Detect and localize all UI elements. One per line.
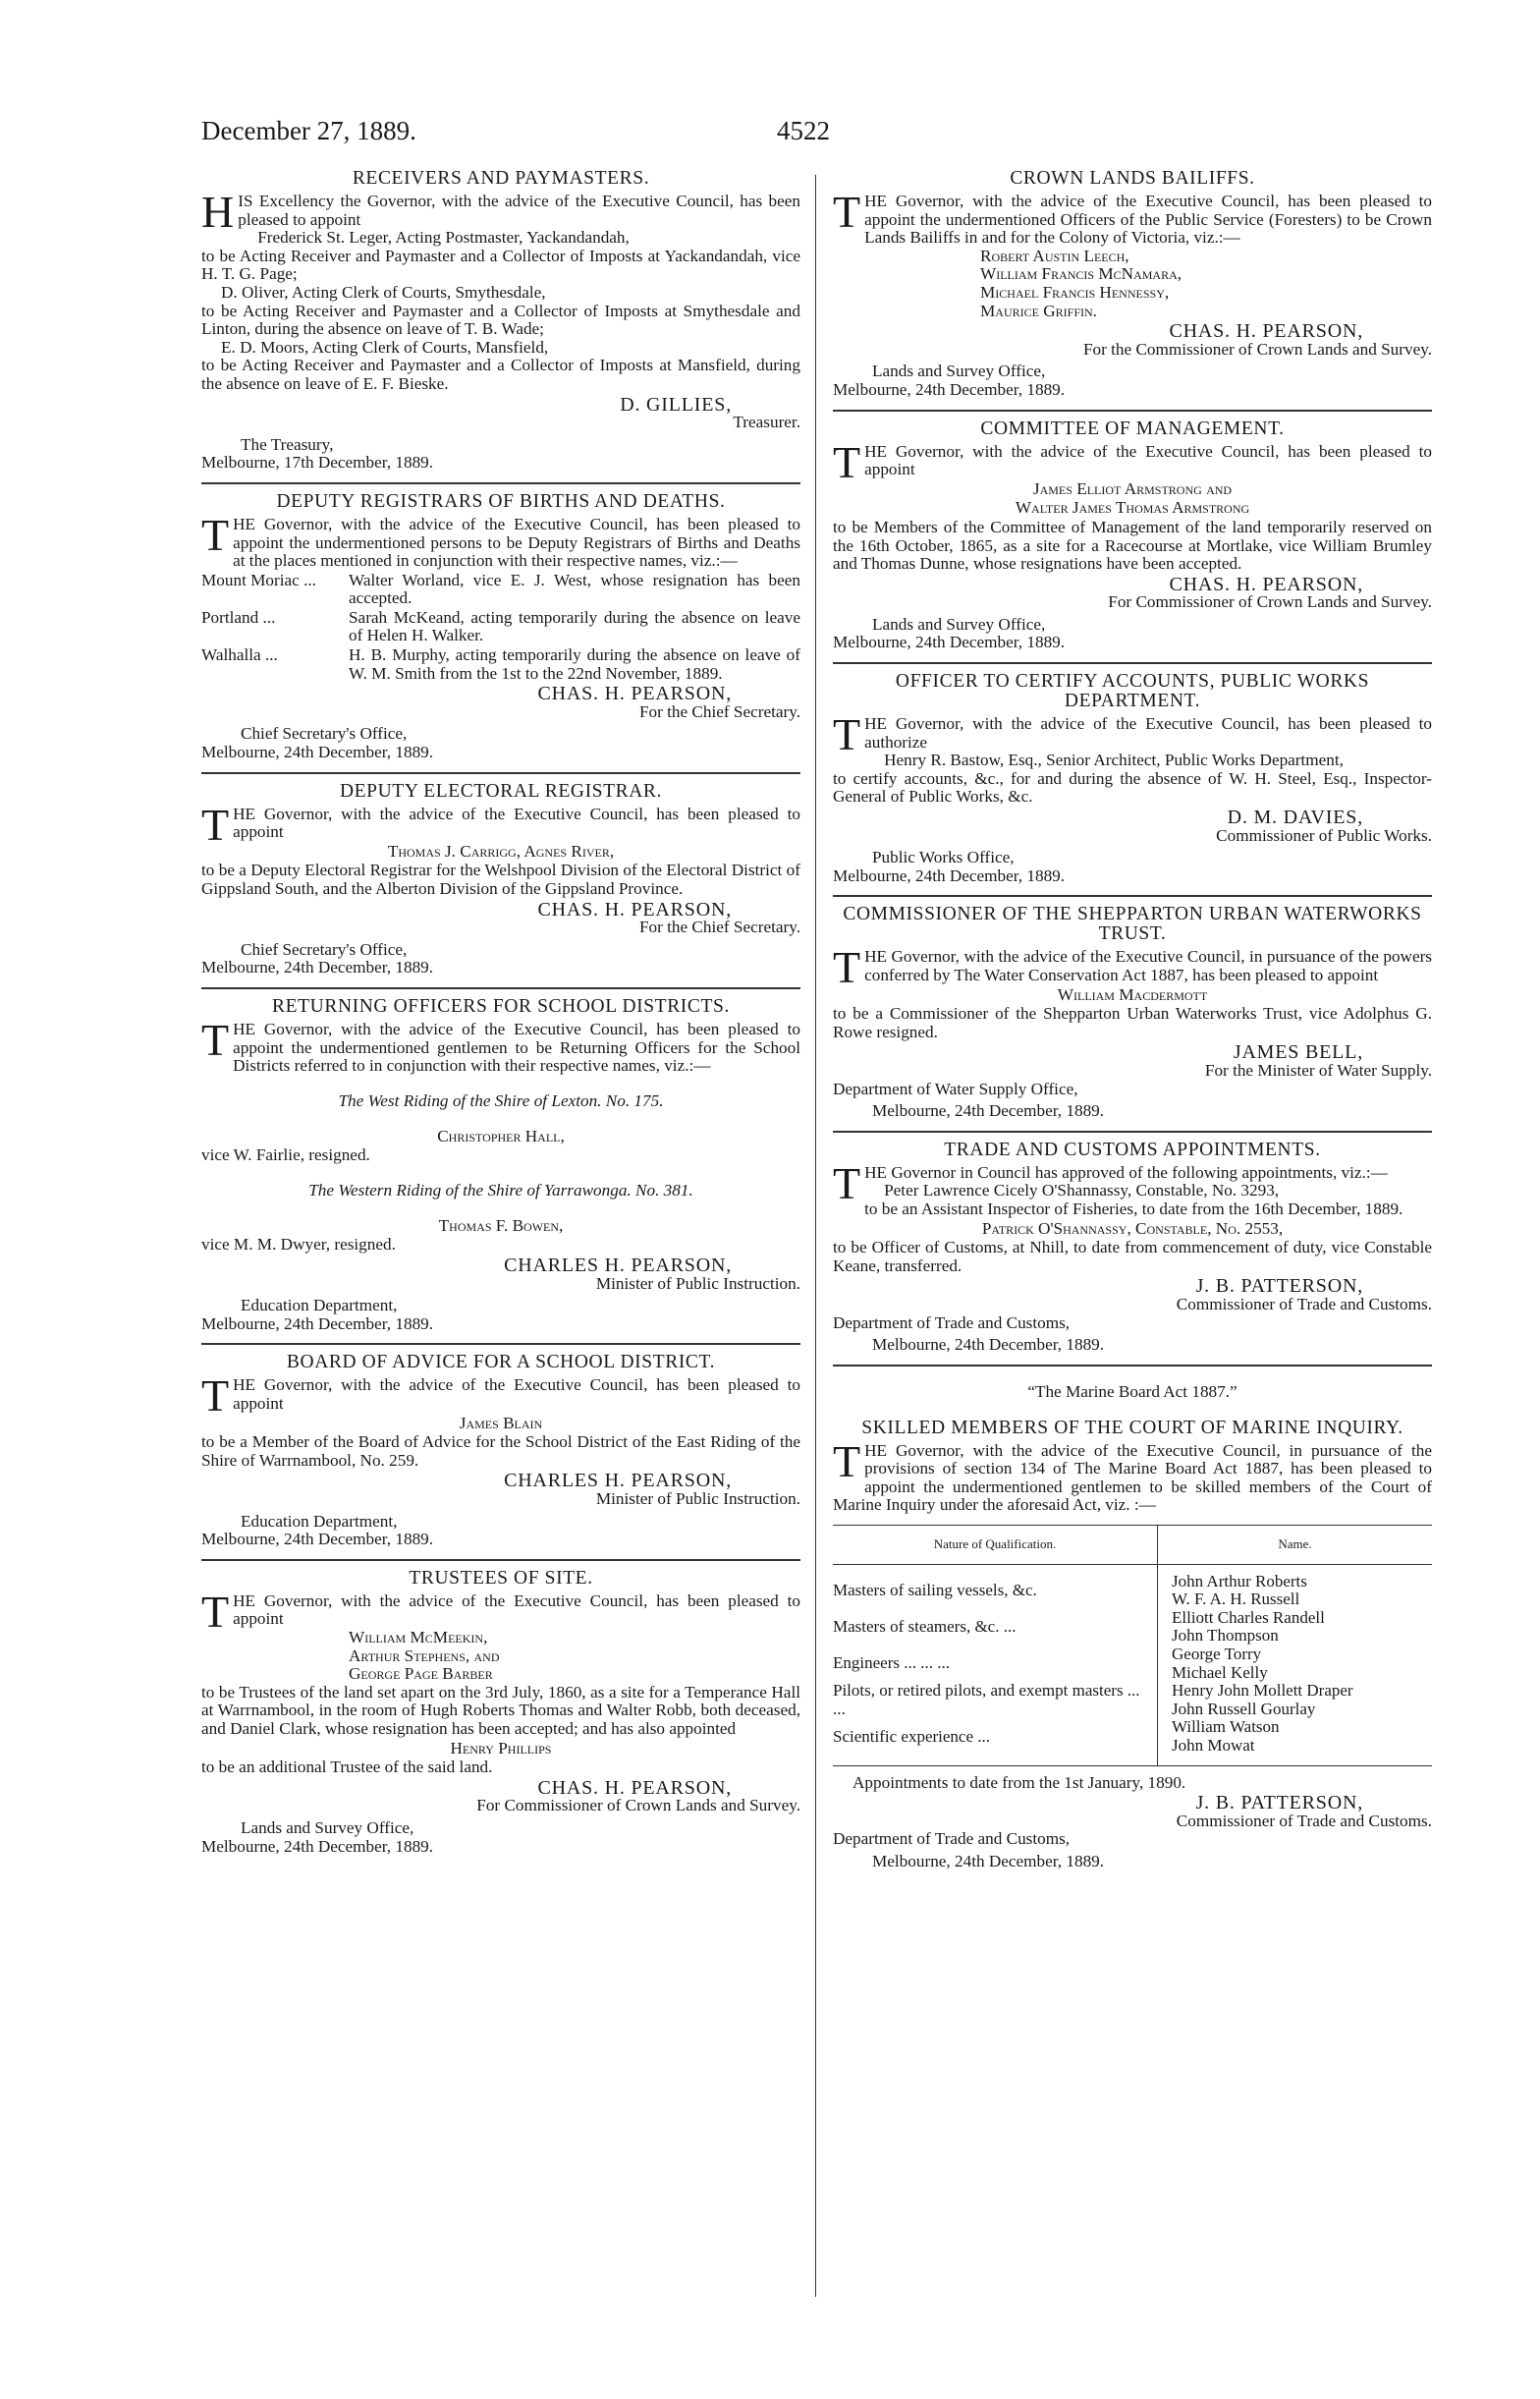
- signature-block: [201, 1472, 800, 1508]
- appointee: D. Oliver, Acting Clerk of Courts, Smythesdale,: [221, 282, 546, 302]
- drop-cap: T: [833, 709, 861, 760]
- section-electoral: [201, 782, 800, 977]
- drop-cap: T: [833, 1157, 861, 1208]
- office-date: Melbourne, 24th December, 1889.: [872, 1851, 1105, 1870]
- member-name: John Mowat: [1172, 1735, 1255, 1755]
- signatory-name: JAMES BELL,: [1233, 1041, 1363, 1064]
- appointee: Henry R. Bastow, Esq., Senior Architect, Public Works Department,: [884, 751, 1344, 770]
- section-marine-inquiry: [833, 1383, 1432, 1871]
- signatory-role: For the Chief Secretary.: [638, 701, 800, 721]
- trustee-name: William McMeekin,: [349, 1627, 488, 1646]
- signatory-name: D. M. DAVIES,: [1227, 807, 1363, 829]
- vice-text: vice W. Fairlie, resigned.: [201, 1145, 370, 1165]
- signature-block: [201, 1256, 800, 1293]
- drop-cap: T: [201, 799, 230, 850]
- place-name: Mount Moriac ...: [201, 570, 316, 589]
- signatory-name: CHAS. H. PEARSON,: [1169, 573, 1363, 595]
- qualification-cell: Pilots, or retired pilots, and exempt masters ... ...: [833, 1681, 1140, 1718]
- appointment-text: to be a Member of the Board of Advice for the School District of the East Riding of the Shire of Warrnambool, No. 259.: [201, 1432, 800, 1470]
- bailiff-names: [833, 248, 1432, 320]
- drop-cap: T: [201, 509, 230, 560]
- section-certify-accounts: [833, 672, 1432, 885]
- section-title: DEPUTY REGISTRARS OF BIRTHS AND DEATHS.: [276, 490, 726, 512]
- section-trade-customs: [833, 1141, 1432, 1355]
- section-deputy-registrars: [201, 492, 800, 762]
- signature-block: [833, 573, 1432, 612]
- district-name: The Western Riding of the Shire of Yarrawonga. No. 381.: [308, 1181, 693, 1200]
- office-name: Public Works Office,: [872, 848, 1015, 867]
- appointment-text: to be Members of the Committee of Management of the land temporarily reserved on the 16th October, 1865, as a site for a Racecourse at Mortlake, vice William Brumley and Thomas Dunne, whose resignations have been accepted.: [833, 517, 1432, 574]
- section-title: TRUSTEES OF SITE.: [409, 1567, 593, 1589]
- left-column: [201, 165, 800, 1864]
- appointment-text: to be Trustees of the land set apart on the 3rd July, 1860, as a site for a Temperance Hall at Warrnambool, in the room of Hugh Roberts Thomas and Walter Robb, both deceased, and Daniel Clark, whose resignation has been accepted; and has also appointed: [201, 1682, 800, 1738]
- signature-block: [833, 1794, 1432, 1830]
- intro-paragraph: THE Governor, with the advice of the Executive Council, has been pleased to appoint: [833, 436, 1432, 487]
- office-name: Department of Water Supply Office,: [833, 1079, 1078, 1098]
- section-title: SKILLED MEMBERS OF THE COURT OF MARINE INQUIRY.: [861, 1417, 1403, 1438]
- section-board-of-advice: [201, 1353, 800, 1548]
- member-name: George Torry: [1172, 1645, 1262, 1663]
- header-date: December 27, 1889.: [201, 116, 416, 145]
- appointment-text: to be a Commissioner of the Shepparton Urban Waterworks Trust, vice Adolphus G. Rowe resigned.: [833, 1004, 1432, 1041]
- drop-cap: T: [833, 1435, 861, 1486]
- appointee: James Elliot Armstrong and: [1032, 478, 1233, 498]
- appointee: Christopher Hall,: [437, 1126, 565, 1145]
- bailiff-name: Maurice Griffin.: [980, 301, 1097, 320]
- intro-paragraph: THE Governor, with the advice of the Executive Council, has been pleased to appoint: [201, 1370, 800, 1422]
- signatory-name: CHARLES H. PEARSON,: [504, 1255, 732, 1277]
- signatory-role: Minister of Public Instruction.: [595, 1273, 800, 1293]
- section-rule: [201, 482, 800, 484]
- member-name: William Watson: [1172, 1717, 1280, 1737]
- signatory-role: For the Commissioner of Crown Lands and Survey.: [1082, 339, 1432, 359]
- appointment-text: to certify accounts, &c., for and during the absence of W. H. Steel, Esq., Inspector-General of Public Works, &c.: [833, 768, 1432, 807]
- office-name: Lands and Survey Office,: [241, 1817, 414, 1837]
- section-trustees: [201, 1569, 800, 1856]
- page-header: [201, 116, 1439, 155]
- section-title: CROWN LANDS BAILIFFS.: [1010, 168, 1255, 189]
- right-column: [833, 165, 1432, 1879]
- member-name: John Arthur Roberts: [1172, 1571, 1307, 1590]
- qualification-cell: Masters of sailing vessels, &c.: [833, 1580, 1037, 1599]
- signature-block: [833, 1043, 1432, 1080]
- member-name: Michael Kelly: [1172, 1662, 1268, 1682]
- appointee: Patrick O'Shannassy, Constable, No. 2553,: [981, 1218, 1284, 1238]
- member-name: Elliott Charles Randell: [1172, 1607, 1325, 1627]
- column-divider: [815, 175, 816, 2297]
- signatory-name: D. GILLIES,: [620, 393, 732, 416]
- section-rule: [833, 895, 1432, 897]
- signatory-role: Commissioner of Public Works.: [1216, 825, 1432, 845]
- appointment-text: to be a Deputy Electoral Registrar for the Welshpool Division of the Electoral District of Gippsland South, and the Alberton Division of the Gippsland Province.: [201, 861, 800, 898]
- registrar-row: [201, 609, 800, 645]
- drop-cap: T: [201, 1586, 230, 1637]
- appointment-text: to be Acting Receiver and Paymaster and a Collector of Imposts at Smythesdale and Linton, during the absence on leave of T. B. Wade;: [201, 301, 800, 339]
- section-rule: [201, 1343, 800, 1345]
- office-date: Melbourne, 24th December, 1889.: [833, 865, 1066, 885]
- appointee: Thomas J. Carrigg, Agnes River,: [387, 841, 615, 861]
- signatory-name: CHARLES H. PEARSON,: [504, 1470, 732, 1492]
- office-date: Melbourne, 24th December, 1889.: [833, 379, 1066, 399]
- section-rule: [201, 987, 800, 989]
- signature-block: [833, 322, 1432, 359]
- bailiff-name: Robert Austin Leech,: [980, 246, 1129, 265]
- drop-cap: T: [833, 436, 861, 487]
- section-crown-lands-bailiffs: [833, 169, 1432, 400]
- bailiff-name: William Francis McNamara,: [980, 264, 1182, 284]
- signatory-role: Minister of Public Instruction.: [595, 1489, 800, 1508]
- office-name: Education Department,: [241, 1296, 398, 1315]
- office-name: The Treasury,: [241, 434, 334, 454]
- signatory-name: CHAS. H. PEARSON,: [537, 898, 732, 921]
- signatory-role: Treasurer.: [733, 413, 800, 432]
- qualification-cell: Scientific experience ...: [833, 1726, 991, 1746]
- section-title: RECEIVERS AND PAYMASTERS.: [352, 168, 650, 189]
- signature-block: [201, 1776, 800, 1815]
- column-header-name: Name.: [1158, 1526, 1433, 1565]
- section-rule: [201, 772, 800, 774]
- office-name: Lands and Survey Office,: [872, 362, 1046, 381]
- section-rule: [833, 1365, 1432, 1367]
- office-name: Lands and Survey Office,: [872, 614, 1046, 634]
- section-committee: [833, 419, 1432, 653]
- intro-paragraph: THE Governor, with the advice of the Executive Council, has been pleased to appoint the undermentioned Officers of the Public Service (Foresters) to be Crown Lands Bailiffs in and for the Colony of Victoria, viz.:—: [833, 187, 1432, 248]
- signatory-name: J. B. PATTERSON,: [1195, 1275, 1363, 1298]
- section-title: TRADE AND CUSTOMS APPOINTMENTS.: [944, 1139, 1321, 1160]
- intro-paragraph: THE Governor, with the advice of the Executive Council, has been pleased to authorize: [833, 709, 1432, 760]
- signature-block: [201, 898, 800, 937]
- header-page-number: 4522: [777, 116, 830, 145]
- appointee: William Macdermott: [1057, 984, 1208, 1004]
- section-title: COMMISSIONER OF THE SHEPPARTON URBAN WATERWORKS TRUST.: [843, 904, 1422, 945]
- section-title: DEPUTY ELECTORAL REGISTRAR.: [339, 780, 663, 802]
- signatory-name: CHAS. H. PEARSON,: [537, 683, 732, 705]
- appointee: Henry Phillips: [450, 1738, 552, 1757]
- drop-cap: T: [201, 1014, 230, 1065]
- office-date: Melbourne, 24th December, 1889.: [872, 1101, 1105, 1121]
- appointee: Peter Lawrence Cicely O'Shannassy, Constable, No. 3293,: [884, 1181, 1280, 1200]
- section-title: COMMITTEE OF MANAGEMENT.: [980, 418, 1285, 439]
- office-date: Melbourne, 24th December, 1889.: [201, 1836, 434, 1856]
- intro-paragraph: THE Governor, with the advice of the Executive Council, has been pleased to appoint the undermentioned gentlemen to be Returning Officers for the School Districts referred to in conjunction with their respective names, viz.:—: [201, 1014, 800, 1076]
- intro-paragraph: THE Governor, with the advice of the Executive Council, has been pleased to appoint: [201, 799, 800, 850]
- member-name: John Thompson: [1172, 1626, 1279, 1646]
- appointee: James Blain: [459, 1413, 543, 1432]
- signatory-role: For Commissioner of Crown Lands and Survey.: [1108, 592, 1432, 612]
- trustee-name: George Page Barber: [349, 1664, 493, 1684]
- qualification-cell: Masters of steamers, &c. ...: [833, 1617, 1017, 1637]
- signature-block: [201, 685, 800, 721]
- signature-block: [833, 809, 1432, 845]
- appointee: Frederick St. Leger, Acting Postmaster, Yackandandah,: [257, 228, 630, 248]
- section-returning-officers: [201, 997, 800, 1333]
- intro-paragraph: THE Governor, with the advice of the Executive Council, in pursuance of the provisions of section 134 of The Marine Board Act 1887, has been pleased to appoint the undermentioned gentlemen to be skilled members of the Court of Marine Inquiry under the aforesaid Act, viz. :—: [833, 1435, 1432, 1515]
- trustee-names: [201, 1629, 800, 1684]
- trustee-name: Arthur Stephens, and: [349, 1646, 500, 1665]
- intro-paragraph: THE Governor in Council has approved of the following appointments, viz.:—: [833, 1157, 1388, 1208]
- place-name: Walhalla ...: [201, 645, 278, 665]
- appointment-text: to be Acting Receiver and Paymaster and a Collector of Imposts at Mansfield, during the absence on leave of E. F. Bieske.: [201, 356, 800, 393]
- office-name: Chief Secretary's Office,: [241, 724, 408, 744]
- office-date: Melbourne, 17th December, 1889.: [201, 453, 434, 473]
- registrar-row: [201, 572, 800, 608]
- appointment-text: to be an additional Trustee of the said land.: [201, 1757, 493, 1777]
- office-date: Melbourne, 24th December, 1889.: [833, 633, 1066, 652]
- signatory-name: CHAS. H. PEARSON,: [1169, 320, 1363, 343]
- registrar-text: Sarah McKeand, acting temporarily during the absence on leave of Helen H. Walker.: [349, 607, 800, 645]
- intro-paragraph: THE Governor, with the advice of the Executive Council, in pursuance of the powers conferred by The Water Conservation Act 1887, has been pleased to appoint: [833, 942, 1432, 993]
- office-date: Melbourne, 24th December, 1889.: [201, 1313, 434, 1333]
- table-row: [833, 1564, 1432, 1765]
- district-name: The West Riding of the Shire of Lexton. No. 175.: [338, 1090, 664, 1110]
- signatory-role: For Commissioner of Crown Lands and Survey.: [476, 1796, 800, 1815]
- section-rule: [833, 1131, 1432, 1133]
- office-name: Chief Secretary's Office,: [241, 939, 408, 959]
- qualification-cell: Engineers ... ... ...: [833, 1653, 950, 1673]
- office-date: Melbourne, 24th December, 1889.: [201, 958, 434, 977]
- office-date: Melbourne, 24th December, 1889.: [201, 743, 434, 762]
- appointment-date-note: Appointments to date from the 1st January, 1890.: [852, 1772, 1186, 1792]
- section-title: OFFICER TO CERTIFY ACCOUNTS, PUBLIC WORKS DEPARTMENT.: [895, 671, 1370, 712]
- signatory-role: For the Chief Secretary.: [638, 918, 800, 937]
- office-date: Melbourne, 24th December, 1889.: [872, 1335, 1105, 1355]
- signature-block: [833, 1277, 1432, 1313]
- section-rule: [833, 410, 1432, 412]
- signature-block: [201, 393, 800, 432]
- registrar-text: H. B. Murphy, acting temporarily during the absence on leave of W. M. Smith from the 1st to the 22nd November, 1889.: [349, 645, 800, 683]
- member-name: W. F. A. H. Russell: [1172, 1590, 1300, 1609]
- signatory-role: Commissioner of Trade and Customs.: [1176, 1811, 1432, 1830]
- qualification-table: [833, 1525, 1432, 1766]
- place-name: Portland ...: [201, 607, 276, 627]
- member-name: John Russell Gourlay: [1172, 1699, 1316, 1718]
- intro-paragraph: HIS Excellency the Governor, with the advice of the Executive Council, has been pleased to appoint: [201, 187, 800, 237]
- appointment-text: to be Acting Receiver and Paymaster and a Collector of Imposts at Yackandandah, vice H. T. G. Page;: [201, 246, 800, 284]
- section-title: RETURNING OFFICERS FOR SCHOOL DISTRICTS.: [272, 995, 730, 1017]
- office-name: Department of Trade and Customs,: [833, 1829, 1071, 1849]
- section-rule: [833, 662, 1432, 664]
- office-name: Education Department,: [241, 1511, 398, 1531]
- drop-cap: T: [201, 1370, 230, 1422]
- registrar-row: [201, 646, 800, 683]
- section-title: BOARD OF ADVICE FOR A SCHOOL DISTRICT.: [286, 1352, 716, 1373]
- signatory-name: J. B. PATTERSON,: [1195, 1792, 1363, 1814]
- appointee: E. D. Moors, Acting Clerk of Courts, Mansfield,: [221, 337, 549, 357]
- signatory-role: For the Minister of Water Supply.: [1204, 1060, 1432, 1080]
- appointment-text: to be Officer of Customs, at Nhill, to date from commencement of duty, vice Constable Keane, transferred.: [833, 1238, 1432, 1275]
- vice-text: vice M. M. Dwyer, resigned.: [201, 1235, 396, 1255]
- section-shepparton: [833, 905, 1432, 1120]
- act-reference: “The Marine Board Act 1887.”: [1027, 1381, 1238, 1401]
- appointee: Thomas F. Bowen,: [438, 1215, 564, 1235]
- table-header-row: [833, 1526, 1432, 1565]
- member-name: Henry John Mollett Draper: [1172, 1681, 1353, 1701]
- column-header-qualification: Nature of Qualification.: [833, 1526, 1158, 1565]
- office-date: Melbourne, 24th December, 1889.: [201, 1530, 434, 1549]
- intro-paragraph: THE Governor, with the advice of the Executive Council, has been pleased to appoint the undermentioned persons to be Deputy Registrars of Births and Deaths at the places mentioned in conjunction with their respective names, viz.:—: [201, 509, 800, 571]
- drop-cap: H: [201, 187, 235, 237]
- drop-cap: T: [833, 187, 861, 237]
- signatory-role: Commissioner of Trade and Customs.: [1176, 1294, 1432, 1313]
- office-name: Department of Trade and Customs,: [833, 1312, 1071, 1332]
- bailiff-name: Michael Francis Hennessy,: [980, 282, 1170, 302]
- signatory-name: CHAS. H. PEARSON,: [537, 1776, 732, 1799]
- section-rule: [201, 1559, 800, 1561]
- appointment-text: to be an Assistant Inspector of Fisheries, to date from the 16th December, 1889.: [864, 1199, 1403, 1218]
- appointee: Walter James Thomas Armstrong: [1015, 498, 1250, 518]
- registrar-text: Walter Worland, vice E. J. West, whose resignation has been accepted.: [349, 570, 800, 608]
- section-receivers: [201, 169, 800, 473]
- drop-cap: T: [833, 942, 861, 993]
- intro-paragraph: THE Governor, with the advice of the Executive Council, has been pleased to appoint: [201, 1586, 800, 1637]
